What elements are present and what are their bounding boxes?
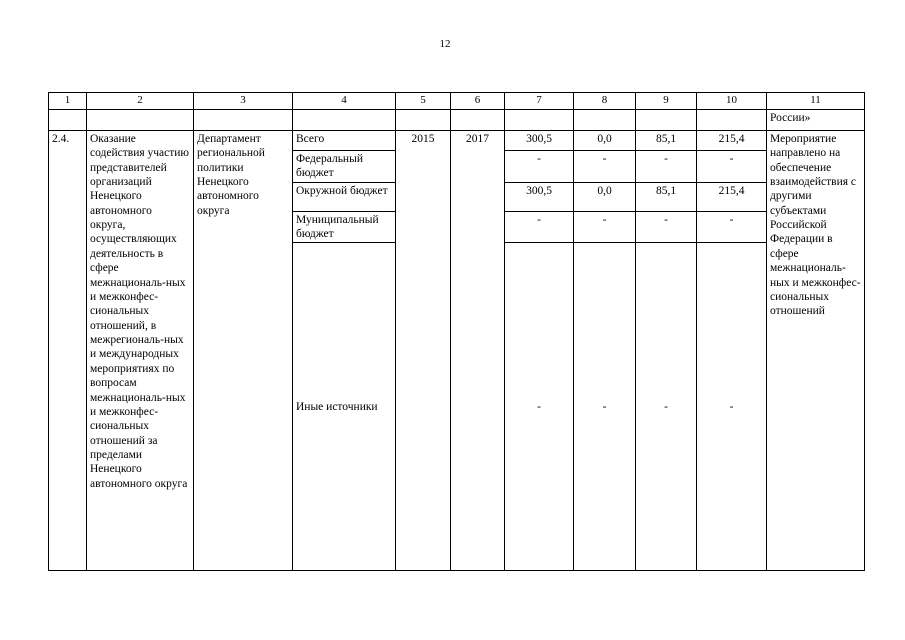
column-number: 11	[767, 93, 865, 110]
column-number-row	[49, 93, 865, 110]
value-cell: -	[636, 211, 697, 243]
funding-source-label: Окружной бюджет	[293, 182, 396, 211]
value-cell: -	[574, 150, 636, 182]
column-number: 9	[636, 93, 697, 110]
continuation-note: России»	[767, 109, 865, 130]
item-number: 2.4.	[49, 130, 87, 571]
value-cell: 300,5	[505, 130, 574, 150]
column-number: 7	[505, 93, 574, 110]
column-number: 2	[87, 93, 194, 110]
value-cell: -	[574, 243, 636, 571]
funding-source-label: Иные источники	[293, 243, 396, 571]
page-number: 12	[439, 38, 451, 50]
value-cell: 0,0	[574, 182, 636, 211]
value-cell: 300,5	[505, 182, 574, 211]
value-cell: 215,4	[697, 182, 767, 211]
value-cell: -	[697, 243, 767, 571]
value-cell: -	[505, 243, 574, 571]
value-cell: -	[636, 150, 697, 182]
value-cell: 85,1	[636, 182, 697, 211]
continuation-row	[49, 109, 865, 130]
value-cell: -	[505, 211, 574, 243]
table-row	[49, 130, 865, 150]
column-number: 5	[396, 93, 451, 110]
value-cell: 85,1	[636, 130, 697, 150]
column-number: 3	[194, 93, 293, 110]
column-number: 8	[574, 93, 636, 110]
responsible-party: Департамент региональной политики Ненецкого автономного округа	[194, 130, 293, 571]
program-table	[48, 92, 865, 571]
funding-source-label: Всего	[293, 130, 396, 150]
value-cell: -	[505, 150, 574, 182]
item-description: Оказание содействия участию представителей организаций Ненецкого автономного округа, осуществляющих деятельность в сфере межнациональ-ных и межконфес-сиональных отношений, в межрегиональ-ных и международных мероприятиях по вопросам межнациональ-ных и межконфес-сиональных отношений за пределами Ненецкого автономного округа	[87, 130, 194, 571]
column-number: 6	[451, 93, 505, 110]
end-year: 2017	[451, 130, 505, 571]
value-cell: -	[574, 211, 636, 243]
column-number: 4	[293, 93, 396, 110]
column-number: 1	[49, 93, 87, 110]
start-year: 2015	[396, 130, 451, 571]
value-cell: -	[636, 243, 697, 571]
value-cell: 215,4	[697, 130, 767, 150]
funding-source-label: Муниципальный бюджет	[293, 211, 396, 243]
column-number: 10	[697, 93, 767, 110]
value-cell: -	[697, 150, 767, 182]
funding-source-label: Федеральный бюджет	[293, 150, 396, 182]
value-cell: 0,0	[574, 130, 636, 150]
item-note: Мероприятие направлено на обеспечение взаимодействия с другими субъектами Российской Федерации в сфере межнациональ-ных и межконфес-сиональных отношений	[767, 130, 865, 571]
value-cell: -	[697, 211, 767, 243]
